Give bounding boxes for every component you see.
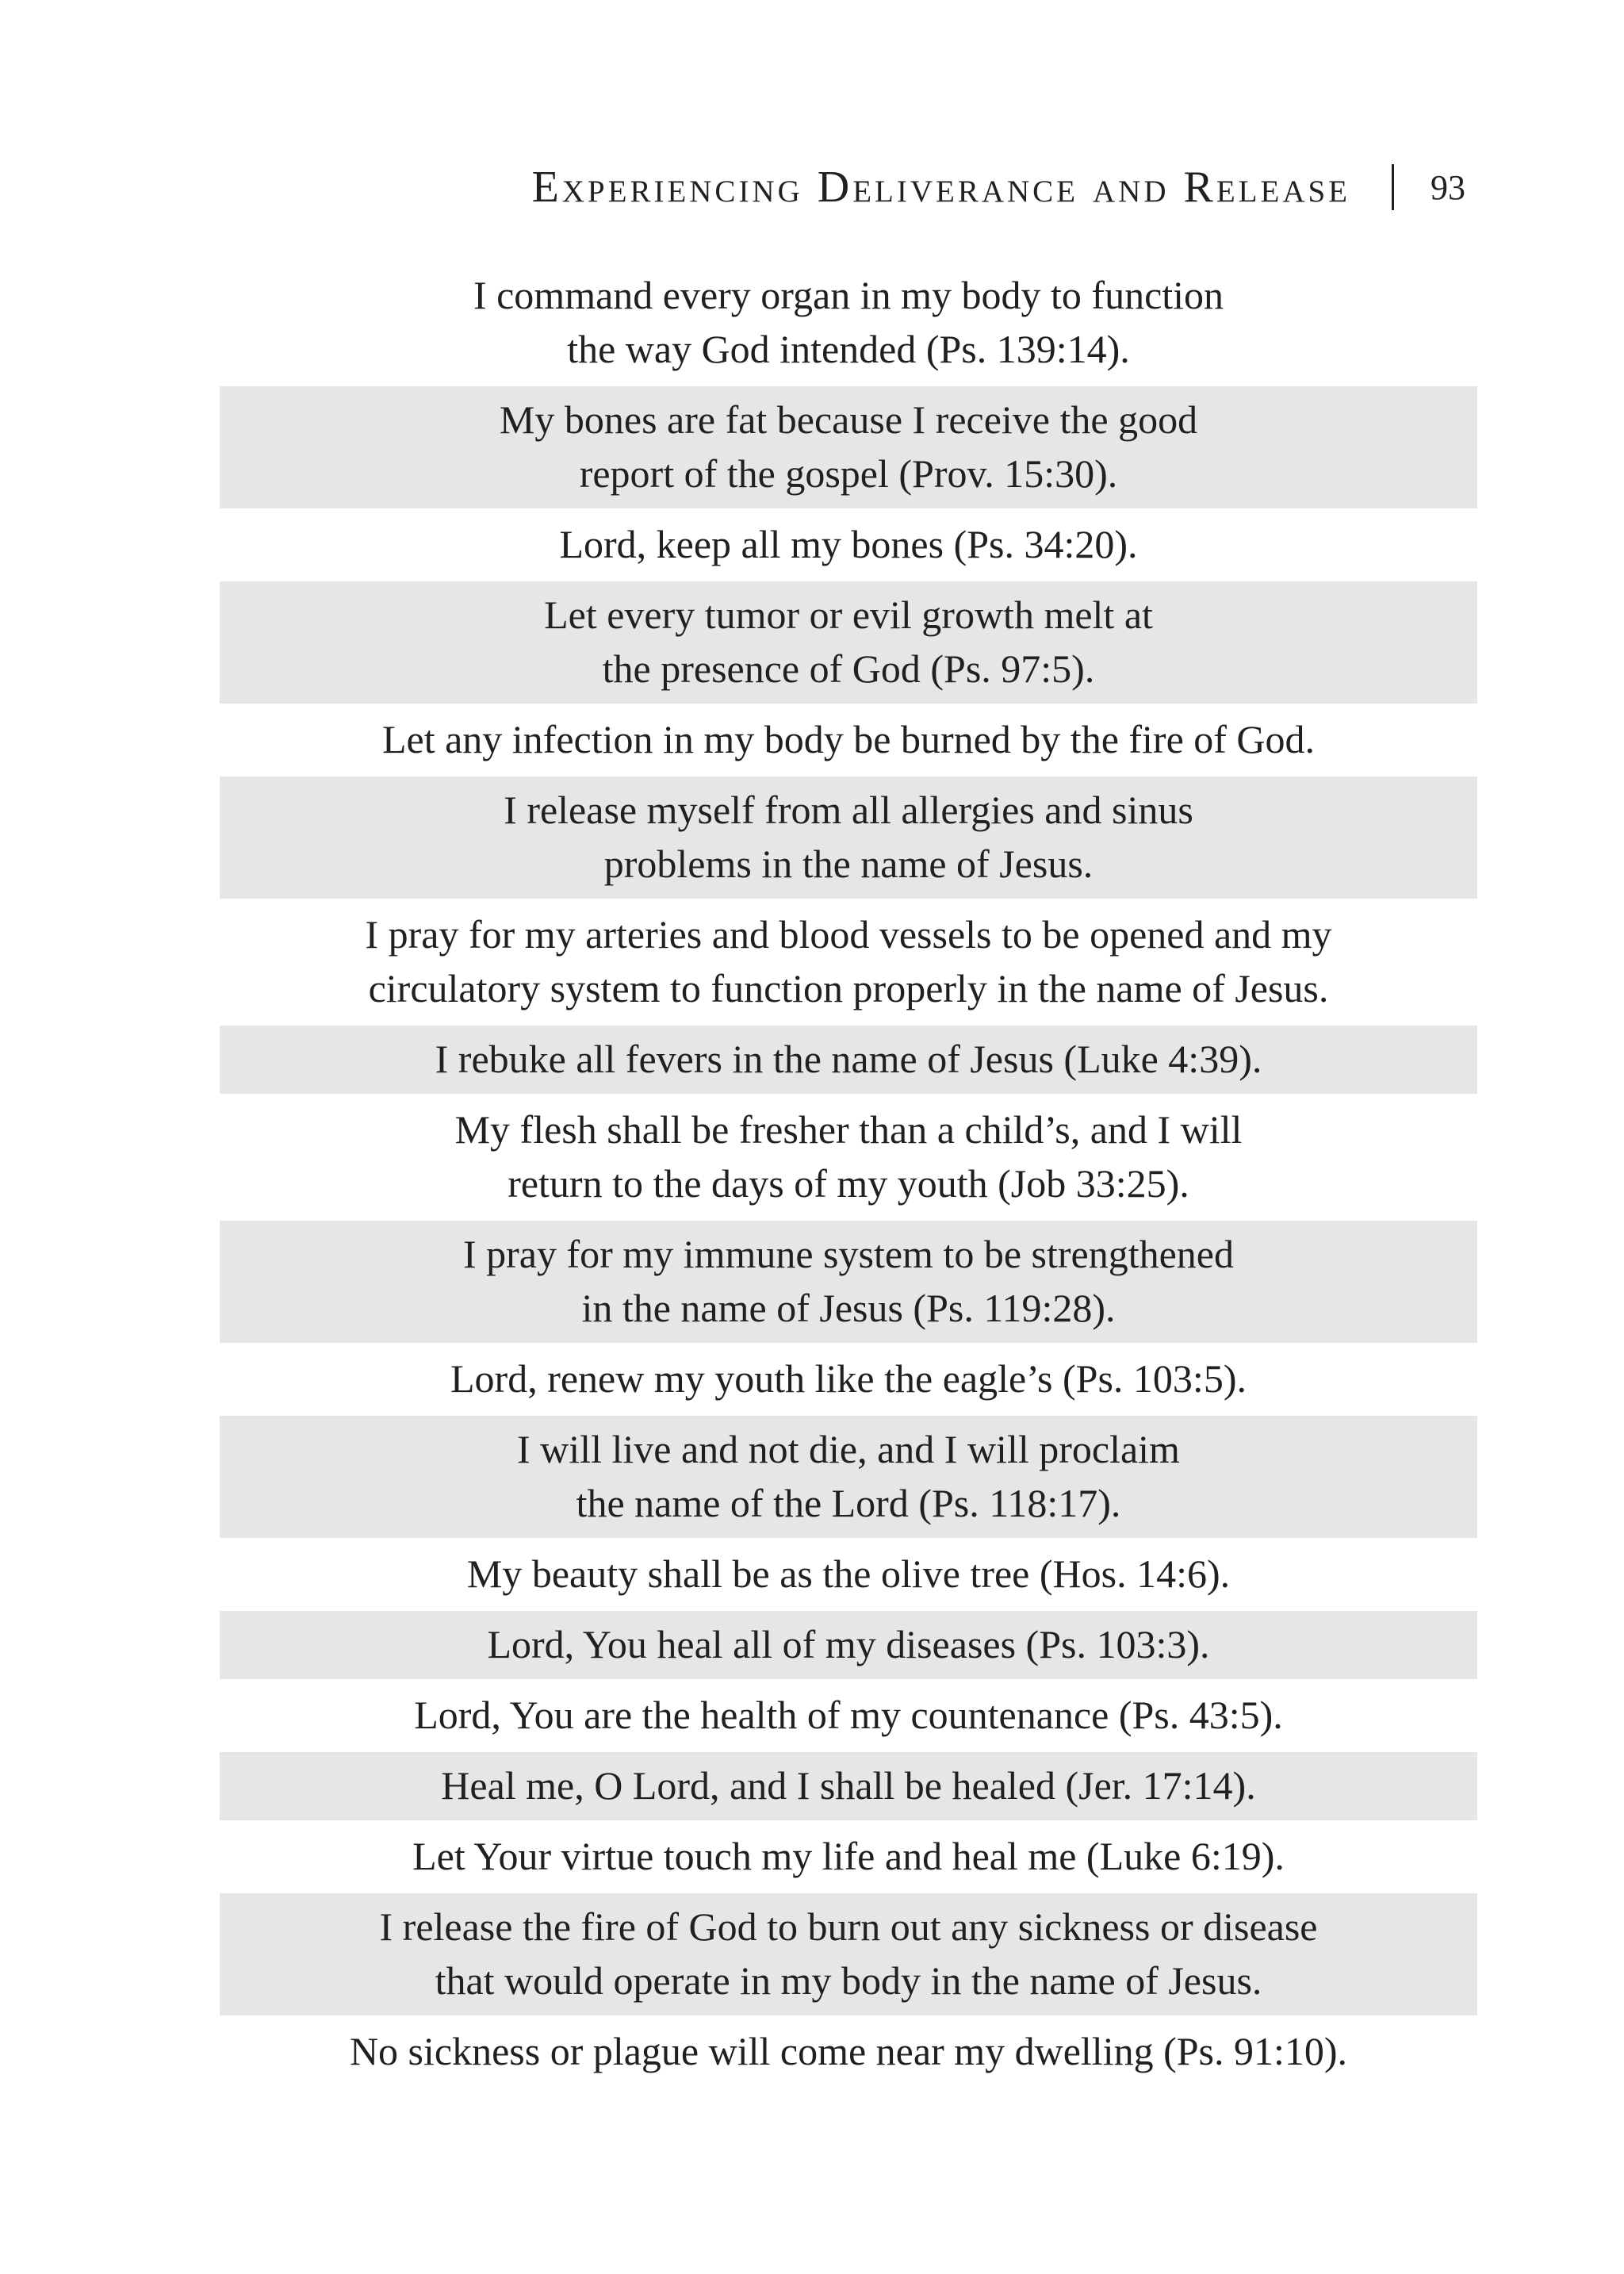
- prayer-item: [220, 1752, 1477, 1820]
- prayer-item: [220, 2018, 1477, 2086]
- prayer-line: the way God intended (Ps. 139:14).: [567, 327, 1130, 371]
- prayer-line: My beauty shall be as the olive tree (Hos. 14:6).: [466, 1551, 1231, 1596]
- running-head: [0, 155, 1465, 219]
- prayer-item: [220, 386, 1477, 508]
- prayer-line: Heal me, O Lord, and I shall be healed (Jer. 17:14).: [441, 1763, 1256, 1808]
- prayer-line: I pray for my arteries and blood vessels to be opened and my: [365, 912, 1332, 957]
- prayer-item: [220, 1345, 1477, 1413]
- prayer-line: problems in the name of Jesus.: [603, 842, 1094, 886]
- prayer-line: Lord, You heal all of my diseases (Ps. 103:3).: [487, 1622, 1210, 1666]
- page-number: 93: [1431, 167, 1465, 207]
- prayer-line: My flesh shall be fresher than a child’s, and I will: [454, 1107, 1243, 1152]
- prayer-item: [220, 1682, 1477, 1750]
- prayer-item: [220, 1026, 1477, 1094]
- prayer-line: report of the gospel (Prov. 15:30).: [579, 451, 1118, 496]
- prayer-line: Lord, You are the health of my countenance (Ps. 43:5).: [414, 1693, 1283, 1737]
- prayer-line: circulatory system to function properly in the name of Jesus.: [368, 966, 1329, 1010]
- running-title: Experiencing Deliverance and Release: [531, 163, 1350, 212]
- prayer-line: Let Your virtue touch my life and heal me (Luke 6:19).: [412, 1834, 1285, 1878]
- prayer-line: return to the days of my youth (Job 33:25).: [508, 1161, 1189, 1206]
- prayer-item: [220, 511, 1477, 579]
- prayer-item: [220, 777, 1477, 899]
- prayer-item: [220, 1893, 1477, 2015]
- header-divider: [1392, 164, 1394, 210]
- prayer-line: I release myself from all allergies and sinus: [504, 788, 1193, 832]
- prayer-item: [220, 581, 1477, 704]
- prayer-line: that would operate in my body in the name of Jesus.: [435, 1958, 1262, 2003]
- prayer-item: [220, 1540, 1477, 1609]
- prayer-item: [220, 901, 1477, 1023]
- prayer-line: My bones are fat because I receive the good: [499, 397, 1198, 442]
- prayer-line: I rebuke all fevers in the name of Jesus (Luke 4:39).: [435, 1037, 1262, 1081]
- prayer-line: I command every organ in my body to function: [473, 273, 1224, 317]
- prayer-line: the presence of God (Ps. 97:5).: [602, 646, 1095, 691]
- prayer-line: Let any infection in my body be burned by the fire of God.: [381, 717, 1316, 761]
- prayer-item: [220, 1823, 1477, 1891]
- prayer-line: Lord, keep all my bones (Ps. 34:20).: [559, 522, 1138, 566]
- prayer-item: [220, 262, 1477, 384]
- prayer-item: [220, 1221, 1477, 1343]
- prayer-line: Lord, renew my youth like the eagle’s (Ps. 103:5).: [450, 1356, 1247, 1401]
- prayer-item: [220, 1611, 1477, 1679]
- prayer-list: [220, 262, 1477, 2088]
- prayer-line: I release the fire of God to burn out any sickness or disease: [379, 1904, 1318, 1949]
- prayer-line: Let every tumor or evil growth melt at: [544, 592, 1153, 637]
- prayer-item: [220, 1096, 1477, 1218]
- prayer-line: I will live and not die, and I will proclaim: [517, 1427, 1180, 1471]
- prayer-item: [220, 706, 1477, 774]
- prayer-line: No sickness or plague will come near my dwelling (Ps. 91:10).: [349, 2029, 1348, 2073]
- prayer-line: I pray for my immune system to be strengthened: [463, 1232, 1234, 1276]
- prayer-item: [220, 1416, 1477, 1538]
- prayer-line: the name of the Lord (Ps. 118:17).: [576, 1481, 1121, 1525]
- prayer-line: in the name of Jesus (Ps. 119:28).: [581, 1286, 1116, 1330]
